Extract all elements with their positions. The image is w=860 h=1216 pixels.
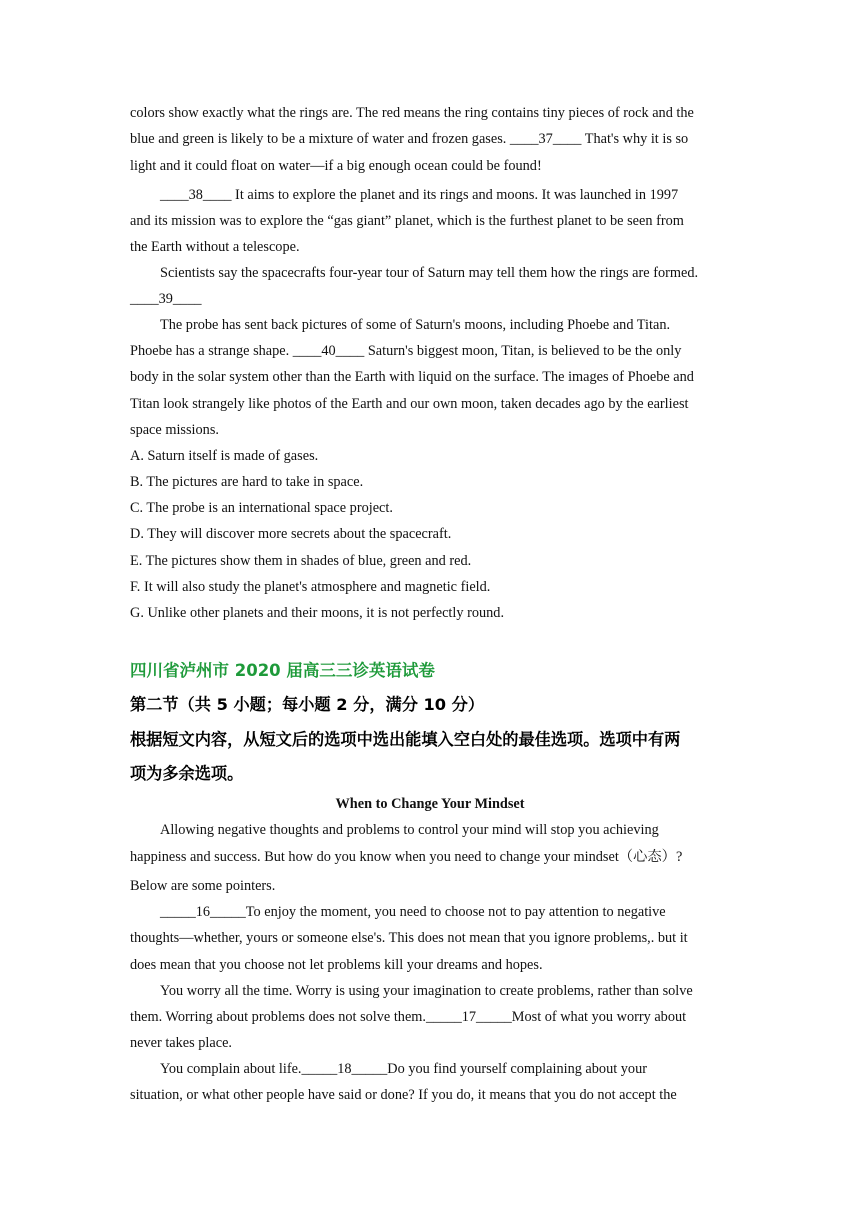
text-span: That's why it is so (581, 131, 689, 147)
text-line: colors show exactly what the rings are. The red means the ring contains tiny pieces of rock and the (130, 105, 694, 121)
text-line (130, 129, 688, 149)
text-line: The probe has sent back pictures of some of Saturn's moons, including Phoebe and Titan. (160, 317, 671, 333)
text-line: light and it could float on water—if a big enough ocean could be found! (130, 158, 542, 174)
section-subheading: 第二节（共 5 小题；每小题 2 分，满分 10 分） (130, 695, 485, 714)
blank-37: ____37____ (509, 131, 582, 147)
text-line: and its mission was to explore the “gas giant” planet, which is the furthest planet to be seen from (130, 213, 684, 229)
instruction-line: 项为多余选项。 (130, 764, 244, 783)
text-line: body in the solar system other than the Earth with liquid on the surface. The images of Phoebe and (130, 369, 694, 385)
text-span: Most of what you worry about (511, 1009, 687, 1025)
option-e: E. The pictures show them in shades of blue, green and red. (130, 553, 472, 569)
option-a: A. Saturn itself is made of gases. (130, 448, 319, 464)
text-line: Below are some pointers. (130, 878, 276, 894)
text-span: Phoebe has a strange shape. (130, 343, 293, 359)
text-line (130, 1007, 686, 1027)
text-line: does mean that you choose not let problems kill your dreams and hopes. (130, 957, 543, 973)
blank-17: _____17_____ (426, 1009, 512, 1025)
text-line: Allowing negative thoughts and problems to control your mind will stop you achieving (160, 822, 659, 838)
blank-38: ____38____ (160, 187, 232, 203)
passage-title: When to Change Your Mindset (335, 796, 525, 812)
text-line (160, 902, 666, 922)
text-line: Scientists say the spacecrafts four-year tour of Saturn may tell them how the rings are formed. (160, 265, 699, 281)
text-line: space missions. (130, 422, 219, 438)
text-line (160, 1059, 647, 1079)
text-line: You worry all the time. Worry is using your imagination to create problems, rather than solve (160, 983, 693, 999)
option-b: B. The pictures are hard to take in space. (130, 474, 364, 490)
blank-40: ____40____ (292, 343, 365, 359)
text-span: Do you find yourself complaining about your (387, 1061, 647, 1077)
blank-39: ____39____ (130, 291, 202, 307)
text-line: the Earth without a telescope. (130, 239, 300, 255)
exam-source-heading: 四川省泸州市 2020 届高三三诊英语试卷 (130, 661, 435, 680)
blank-18: _____18_____ (301, 1061, 388, 1077)
text-span: blue and green is likely to be a mixture of water and frozen gases. (130, 131, 510, 147)
text-line: Titan look strangely like photos of the Earth and our own moon, taken decades ago by the earliest (130, 396, 689, 412)
text-line: never takes place. (130, 1035, 233, 1051)
text-span: You complain about life. (160, 1061, 302, 1077)
text-span: It aims to explore the planet and its rings and moons. It was launched in 1997 (231, 187, 679, 203)
blank-16: _____16_____ (160, 904, 246, 920)
option-c: C. The probe is an international space project. (130, 500, 393, 516)
text-line: thoughts—whether, yours or someone else's. This does not mean that you ignore problems,. but it (130, 930, 688, 946)
text-span: Saturn's biggest moon, Titan, is believed to be the only (364, 343, 682, 359)
text-line (160, 185, 678, 205)
text-line: happiness and success. But how do you know when you need to change your mindset（心态）? (130, 849, 683, 865)
option-g: G. Unlike other planets and their moons, it is not perfectly round. (130, 605, 505, 621)
option-f: F. It will also study the planet's atmosphere and magnetic field. (130, 579, 491, 595)
text-span: To enjoy the moment, you need to choose not to pay attention to negative (245, 904, 666, 920)
instruction-line: 根据短文内容，从短文后的选项中选出能填入空白处的最佳选项。选项中有两 (130, 730, 681, 749)
text-line (130, 341, 681, 361)
text-line: situation, or what other people have said or done? If you do, it means that you do not accept the (130, 1087, 677, 1103)
option-d: D. They will discover more secrets about the spacecraft. (130, 526, 452, 542)
text-span: them. Worring about problems does not solve them. (130, 1009, 426, 1025)
